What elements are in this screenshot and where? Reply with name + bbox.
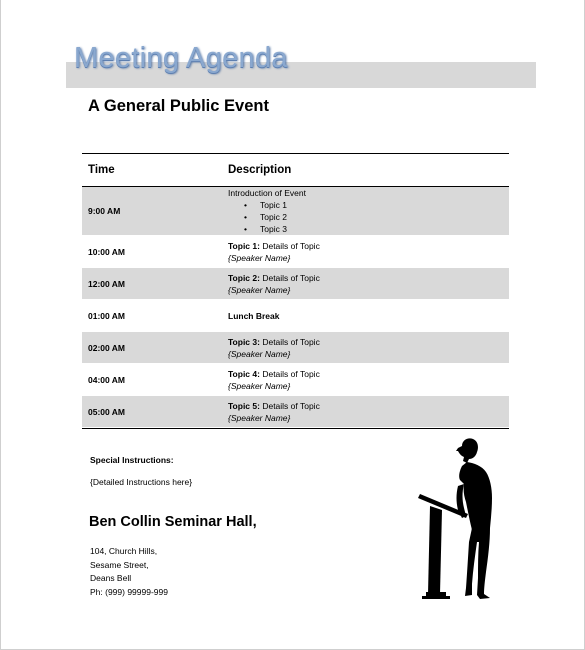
topic-label: Topic 3: [228, 336, 260, 347]
list-item: • Topic 3 [228, 223, 306, 235]
table-row [82, 332, 509, 364]
venue-name: Ben Collin Seminar Hall, [89, 514, 257, 530]
row-time: 02:00 AM [88, 342, 126, 353]
topic-label: Topic 2: [228, 272, 260, 283]
row-time: 9:00 AM [88, 206, 121, 216]
row-time: 12:00 AM [88, 278, 126, 289]
break-label: Lunch Break [228, 310, 280, 321]
row-description [228, 187, 306, 235]
row-description [228, 336, 320, 360]
page-title: Meeting Agenda [74, 42, 288, 74]
address-line: Deans Bell [90, 573, 132, 583]
speaker-name: {Speaker Name} [228, 252, 291, 263]
table-row [82, 364, 509, 396]
address-line: Sesame Street, [90, 559, 149, 570]
phone-line: Ph: (999) 99999-999 [90, 586, 168, 597]
row-time: 05:00 AM [88, 406, 126, 417]
event-subtitle: A General Public Event [88, 97, 269, 115]
table-row [82, 187, 509, 236]
table-header [82, 154, 509, 187]
list-item: • Topic 1 [228, 199, 306, 211]
table-row [82, 268, 509, 300]
topic-detail: Details of Topic [259, 336, 320, 347]
speaker-name: {Speaker Name} [228, 284, 291, 295]
row-description [228, 272, 320, 296]
header-time: Time [88, 164, 115, 176]
topic-list [228, 199, 306, 235]
speaker-name: {Speaker Name} [228, 412, 291, 423]
row-description [228, 368, 320, 392]
special-instructions-label: Special Instructions: [90, 455, 174, 465]
topic-label: Topic 4: [228, 368, 260, 379]
table-row [82, 236, 509, 268]
special-instructions-text: {Detailed Instructions here} [90, 477, 193, 487]
speaker-name: {Speaker Name} [228, 348, 291, 359]
speaker-name: {Speaker Name} [228, 380, 291, 391]
header-description: Description [228, 164, 292, 176]
row-description [228, 240, 320, 264]
speaker-at-podium-icon [410, 438, 510, 604]
topic-detail: Details of Topic [259, 240, 320, 251]
address-line: 104, Church Hills, [90, 546, 158, 556]
row-description [228, 400, 320, 424]
row-time: 01:00 AM [88, 310, 126, 321]
list-item: • Topic 2 [228, 211, 306, 223]
agenda-table [82, 153, 509, 429]
row-time: 04:00 AM [88, 374, 126, 385]
row-description [228, 310, 280, 322]
topic-detail: Details of Topic [259, 272, 320, 283]
intro-text: Introduction of Event [228, 188, 306, 198]
topic-detail: Details of Topic [259, 368, 320, 379]
venue-address [90, 545, 168, 599]
topic-label: Topic 5: [228, 400, 260, 411]
table-row [82, 300, 509, 332]
row-time: 10:00 AM [88, 246, 126, 257]
topic-label: Topic 1: [228, 240, 260, 251]
topic-detail: Details of Topic [259, 400, 320, 411]
table-row [82, 396, 509, 428]
